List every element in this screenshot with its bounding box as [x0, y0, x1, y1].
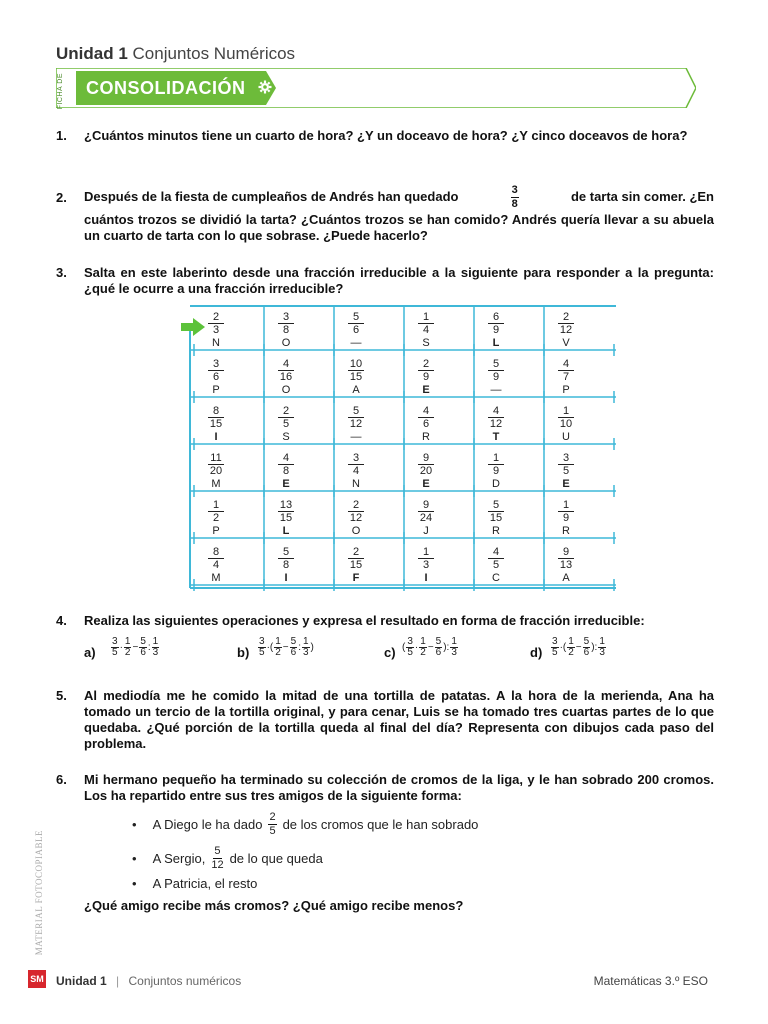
maze-numerator: 9 [418, 499, 434, 512]
maze-cell [266, 499, 306, 537]
maze-cell [546, 452, 586, 490]
question-number-4: 4. [56, 613, 67, 628]
maze-numerator: 1 [558, 405, 574, 418]
maze-cell [196, 452, 236, 490]
maze-denominator: 8 [282, 465, 290, 477]
maze-letter: R [422, 431, 430, 443]
question-5-text: Al mediodía me he comido la mitad de una tortilla de patatas. A la hora de la merienda, Ana ha tomado un tercio de la tortilla original, y para cenar, Luis se ha tomado tres cuartas partes de lo que quedaba. ¿Qué porción de la tortilla queda al final del día? Representa con dibujos cada paso del problema. [84, 688, 714, 751]
maze-denominator: 3 [212, 324, 220, 336]
maze-numerator: 4 [558, 358, 574, 371]
maze-numerator: 9 [418, 452, 434, 465]
maze-numerator: 2 [208, 311, 224, 324]
operation-d-label: d) [530, 645, 543, 660]
maze-letter: N [352, 478, 360, 490]
maze-letter: S [422, 337, 430, 349]
operation-b-label: b) [237, 645, 250, 660]
maze-denominator: 4 [212, 559, 220, 571]
maze-letter: E [422, 384, 430, 396]
maze-denominator: 15 [489, 512, 503, 524]
maze-denominator: 10 [559, 418, 573, 430]
maze-cell [546, 311, 586, 349]
maze-numerator: 4 [488, 405, 504, 418]
maze-cell [406, 405, 446, 443]
maze-cell [546, 358, 586, 396]
operation-a: $\frac{3}{5}$ · $\frac{1}{2}$ − $\frac{5}{6}$ : $\frac{1}{3}$ [112, 636, 159, 658]
maze-numerator: 8 [208, 405, 224, 418]
maze-numerator: 4 [418, 405, 434, 418]
maze-letter: F [352, 572, 360, 584]
maze-letter: O [281, 384, 291, 396]
maze-letter: E [422, 478, 430, 490]
maze-numerator: 2 [348, 546, 364, 559]
maze-cell [476, 405, 516, 443]
maze-denominator: 15 [209, 418, 223, 430]
maze-denominator: 9 [492, 371, 500, 383]
maze-numerator: 2 [418, 358, 434, 371]
maze-letter: A [352, 384, 360, 396]
maze-denominator: 5 [282, 418, 290, 430]
maze-denominator: 5 [492, 559, 500, 571]
maze-letter: E [282, 478, 290, 490]
question-2-post: de tarta sin comer. ¿En [570, 189, 714, 204]
maze-cell [406, 546, 446, 584]
maze-numerator: 1 [558, 499, 574, 512]
maze-denominator: 16 [279, 371, 293, 383]
maze-cell [476, 499, 516, 537]
maze-letter: U [562, 431, 570, 443]
question-number-1: 1. [56, 128, 67, 143]
maze-cell [406, 452, 446, 490]
maze-numerator: 10 [349, 358, 363, 370]
maze-cell [336, 358, 376, 396]
maze-denominator: 24 [419, 512, 433, 524]
maze-cell [196, 499, 236, 537]
maze-denominator: 5 [562, 465, 570, 477]
maze-letter: M [211, 572, 221, 584]
maze-numerator: 9 [558, 546, 574, 559]
maze-cell [336, 499, 376, 537]
maze-letter: J [423, 525, 429, 537]
maze-cell [476, 311, 516, 349]
maze-cell [266, 311, 306, 349]
maze-numerator: 3 [208, 358, 224, 371]
maze-letter: O [281, 337, 291, 349]
maze-letter: N [212, 337, 220, 349]
maze-cell [266, 546, 306, 584]
maze-numerator: 2 [348, 499, 364, 512]
maze-denominator: 15 [349, 371, 363, 383]
bullet-diego: • A Diego le ha dado $\frac{2}{5}$ de los cromos que le han sobrado [132, 810, 479, 837]
gear-icon [258, 80, 272, 94]
maze-denominator: 6 [352, 324, 360, 336]
footer-course: Matemáticas 3.º ESO [593, 974, 708, 988]
maze-numerator: 13 [279, 499, 293, 511]
maze-cell [336, 311, 376, 349]
maze-letter: R [562, 525, 570, 537]
maze-letter: I [284, 572, 288, 584]
unit-number: Unidad 1 [56, 44, 128, 63]
maze-cell [406, 358, 446, 396]
maze-numerator: 4 [278, 358, 294, 371]
maze-cell [406, 311, 446, 349]
maze-denominator: 2 [212, 512, 220, 524]
maze-numerator: 5 [348, 405, 364, 418]
operation-c: ( $\frac{3}{5}$ · $\frac{1}{2}$ − $\frac{5}{6}$ ): $\frac{1}{3}$ [402, 636, 457, 658]
maze-numerator: 5 [278, 546, 294, 559]
maze-numerator: 2 [558, 311, 574, 324]
maze-letter: L [492, 337, 500, 349]
operation-a-label: a) [84, 645, 96, 660]
question-number-6: 6. [56, 772, 67, 787]
maze-cell [336, 452, 376, 490]
bullet-patricia: • A Patricia, el resto [132, 876, 258, 891]
maze-letter: — [490, 384, 502, 396]
page-title [56, 44, 295, 64]
maze-numerator: 3 [278, 311, 294, 324]
maze-cell [336, 546, 376, 584]
question-6-final: ¿Qué amigo recibe más cromos? ¿Qué amigo recibe menos? [84, 898, 464, 913]
maze-denominator: 20 [419, 465, 433, 477]
maze-numerator: 2 [278, 405, 294, 418]
question-6-text: Mi hermano pequeño ha terminado su colección de cromos de la liga, y le han sobrado 200 cromos. Los ha repartido entre sus tres amigos de la siguiente forma: [84, 772, 714, 803]
maze-cell [406, 499, 446, 537]
maze-numerator: 1 [418, 311, 434, 324]
maze-denominator: 3 [422, 559, 430, 571]
maze-numerator: 4 [278, 452, 294, 465]
maze-denominator: 9 [492, 324, 500, 336]
maze-letter: C [492, 572, 500, 584]
maze-denominator: 4 [352, 465, 360, 477]
maze-denominator: 20 [209, 465, 223, 477]
photocopiable-note: MATERIAL FOTOCOPIABLE [34, 830, 44, 956]
maze-denominator: 7 [562, 371, 570, 383]
maze-numerator: 3 [558, 452, 574, 465]
sm-logo: SM [28, 970, 46, 988]
maze-denominator: 12 [559, 324, 573, 336]
maze-cell [476, 546, 516, 584]
maze-letter: D [492, 478, 500, 490]
maze-letter: T [492, 431, 500, 443]
question-2-rest: cuántos trozos se dividió la tarta? ¿Cuántos trozos se han comido? Andrés quería llevar a su abuela un cuarto de tarta con lo que sobrase. ¿Puede hacerlo? [84, 212, 714, 243]
question-2-pre: Después de la fiesta de cumpleaños de Andrés han quedado [84, 189, 459, 204]
maze-numerator: 8 [208, 546, 224, 559]
question-1-text: ¿Cuántos minutos tiene un cuarto de hora? ¿Y un doceavo de hora? ¿Y cinco doceavos de hora? [84, 128, 688, 143]
maze-cell [196, 358, 236, 396]
maze-denominator: 9 [492, 465, 500, 477]
maze-letter: P [212, 525, 220, 537]
maze-letter: P [562, 384, 570, 396]
maze-letter: R [492, 525, 500, 537]
maze-numerator: 3 [348, 452, 364, 465]
banner-side-label: FICHA DE [57, 73, 64, 110]
maze-denominator: 15 [279, 512, 293, 524]
maze-cell [476, 452, 516, 490]
operation-d: $\frac{3}{5}$ ·( $\frac{1}{2}$ − $\frac{5}{6}$ ): $\frac{1}{3}$ [552, 636, 605, 658]
maze-letter: I [214, 431, 218, 443]
maze-numerator: 5 [488, 358, 504, 371]
maze-numerator: 5 [488, 499, 504, 512]
maze-cell [196, 311, 236, 349]
maze-denominator: 6 [422, 418, 430, 430]
maze-cell [546, 405, 586, 443]
maze-cell [546, 546, 586, 584]
maze-cell [266, 452, 306, 490]
maze-letter: P [212, 384, 220, 396]
maze-letter: S [282, 431, 290, 443]
maze-letter: L [282, 525, 290, 537]
maze-letter: M [211, 478, 221, 490]
question-2-text [84, 182, 714, 244]
maze-denominator: 12 [349, 512, 363, 524]
maze-numerator: 1 [208, 499, 224, 512]
question-4-text: Realiza las siguientes operaciones y expresa el resultado en forma de fracción irreducible: [84, 613, 645, 628]
maze-denominator: 9 [422, 371, 430, 383]
maze-numerator: 11 [208, 452, 224, 465]
maze-denominator: 15 [349, 559, 363, 571]
maze-cell [266, 405, 306, 443]
maze-denominator: 13 [559, 559, 573, 571]
maze-numerator: 1 [488, 452, 504, 465]
maze-letter: A [562, 572, 570, 584]
maze-denominator: 12 [489, 418, 503, 430]
maze-numerator: 5 [348, 311, 364, 324]
maze-cell [546, 499, 586, 537]
maze-letter: E [562, 478, 570, 490]
maze-letter: I [424, 572, 428, 584]
maze-letter: V [562, 337, 570, 349]
question-number-2: 2. [56, 190, 67, 205]
unit-topic: Conjuntos Numéricos [132, 44, 296, 63]
maze-denominator: 12 [349, 418, 363, 430]
maze-letter: O [351, 525, 361, 537]
maze-denominator: 8 [282, 324, 290, 336]
maze-denominator: 4 [422, 324, 430, 336]
question-number-3: 3. [56, 265, 67, 280]
maze-cell [476, 358, 516, 396]
footer-unit: Unidad 1 | Conjuntos numéricos [56, 974, 242, 988]
operation-c-label: c) [384, 645, 396, 660]
maze-denominator: 6 [212, 371, 220, 383]
maze-cell [336, 405, 376, 443]
maze-letter: — [350, 431, 362, 443]
maze-numerator: 1 [418, 546, 434, 559]
maze-letter: — [350, 337, 362, 349]
fraction-3-8: $\frac{3}{8}$ [511, 183, 518, 210]
question-number-5: 5. [56, 688, 67, 703]
question-3-text: Salta en este laberinto desde una fracción irreducible a la siguiente para responder a la pregunta: ¿qué le ocurre a una fracción irreducible? [84, 265, 714, 296]
maze-denominator: 8 [282, 559, 290, 571]
banner-title: CONSOLIDACIÓN [86, 78, 246, 98]
maze-cell [196, 405, 236, 443]
maze-cell [266, 358, 306, 396]
maze-numerator: 6 [488, 311, 504, 324]
bullet-sergio: • A Sergio, $\frac{5}{12}$ de lo que queda [132, 844, 323, 871]
maze-numerator: 4 [488, 546, 504, 559]
maze-denominator: 9 [562, 512, 570, 524]
operation-b: $\frac{3}{5}$ ·( $\frac{1}{2}$ − $\frac{5}{6}$ : $\frac{1}{3}$ ) [259, 636, 314, 658]
maze-cell [196, 546, 236, 584]
